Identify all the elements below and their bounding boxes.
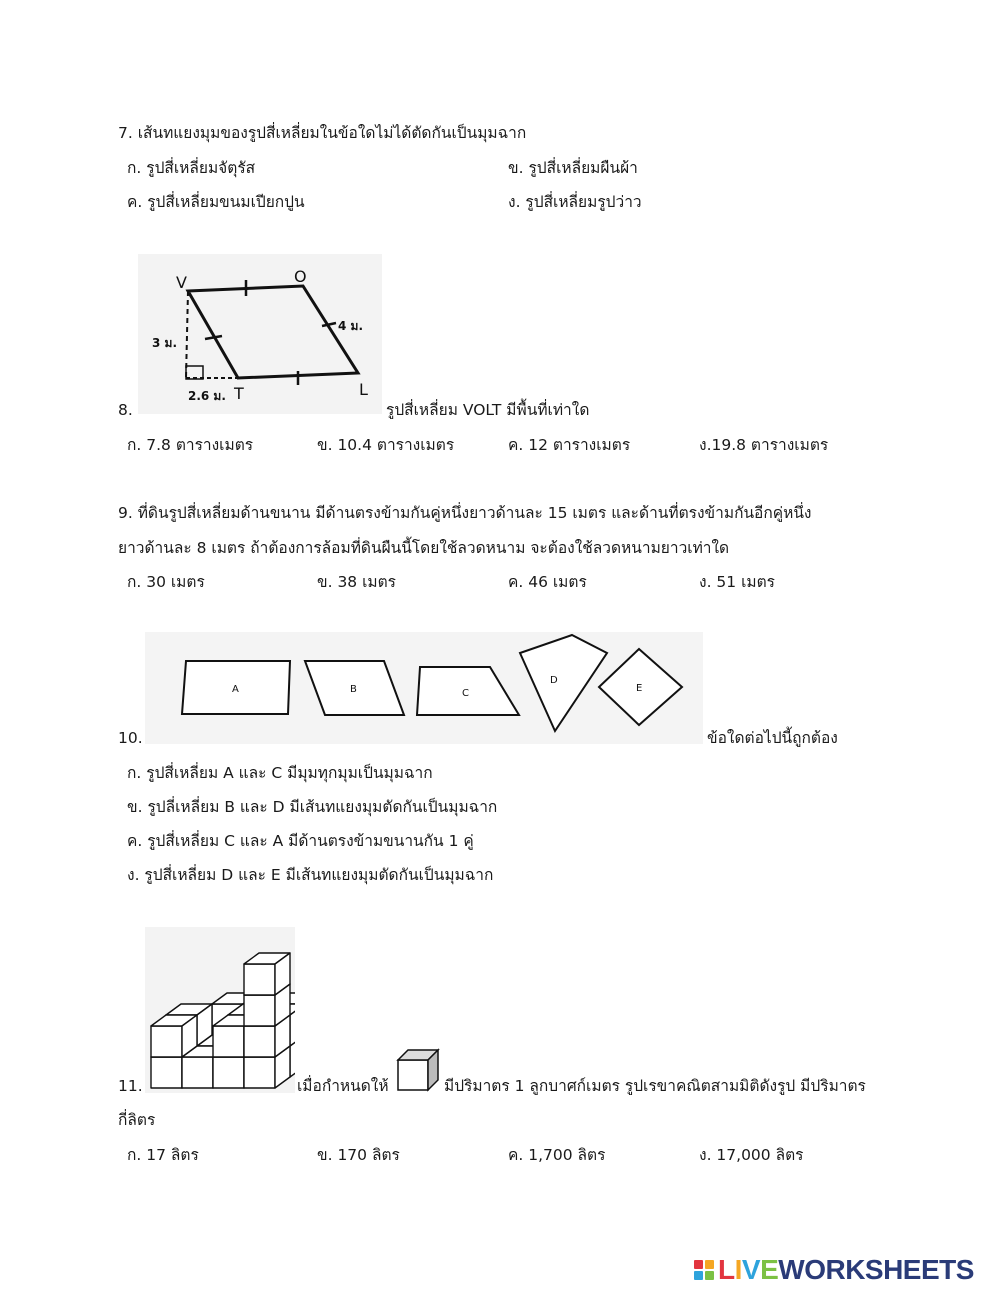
q10-question: ข้อใดต่อไปนี้ถูกต้อง: [707, 729, 838, 747]
q11-number: 11.: [118, 1077, 143, 1095]
cube-face: [182, 1057, 213, 1088]
shape-c-label: C: [462, 688, 469, 699]
logo-letter-i: I: [734, 1254, 742, 1285]
q8-choice-b[interactable]: ข. 10.4 ตารางเมตร: [317, 436, 455, 454]
q8-choice-c[interactable]: ค. 12 ตารางเมตร: [508, 436, 631, 454]
cube-face: [244, 1026, 275, 1057]
q7-choice-d[interactable]: ง. รูปสี่เหลี่ยมรูปว่าว: [508, 193, 642, 211]
logo-grid-cell-icon: [694, 1260, 703, 1269]
cube-face: [213, 1026, 244, 1057]
vertex-t-label: T: [234, 384, 244, 403]
q10-choice-d[interactable]: ง. รูปสี่เหลี่ยม D และ E มีเส้นทแยงมุมตัดกันเป็นมุมฉาก: [127, 866, 494, 884]
cube-face: [151, 1057, 182, 1088]
q9-choice-d[interactable]: ง. 51 เมตร: [699, 573, 775, 591]
shape-b-label: B: [350, 684, 357, 695]
cube-face: [151, 1026, 182, 1057]
q9-choice-b[interactable]: ข. 38 เมตร: [317, 573, 397, 591]
q10-shapes-figure: [145, 632, 703, 744]
height-label: 3 ม.: [152, 336, 177, 350]
q7-question: 7. เส้นทแยงมุมของรูปสี่เหลี่ยมในข้อใดไม่ได้ตัดกันเป็นมุมฉาก: [118, 124, 527, 142]
logo-grid-cell-icon: [705, 1271, 714, 1280]
q11-text-a: เมื่อกำหนดให้: [297, 1077, 389, 1095]
q7-choice-a[interactable]: ก. รูปสี่เหลี่ยมจัตุรัส: [127, 159, 256, 177]
q10-number: 10.: [118, 729, 143, 747]
logo-grid-icon: [694, 1260, 714, 1280]
cube-face: [244, 995, 275, 1026]
logo-grid-cell-icon: [705, 1260, 714, 1269]
q10-choice-a[interactable]: ก. รูปสี่เหลี่ยม A และ C มีมุมทุกมุมเป็นมุมฉาก: [127, 764, 433, 782]
q10-choice-b[interactable]: ข. รูปลี่เหลี่ยม B และ D มีเส้นทแยงมุมตัดกันเป็นมุมฉาก: [127, 798, 498, 816]
vertex-l-label: L: [359, 380, 368, 399]
shape-d-label: D: [550, 675, 558, 686]
q8-parallelogram-figure: [138, 254, 382, 414]
logo-letter-e: E: [760, 1254, 779, 1285]
q11-choice-b[interactable]: ข. 170 ลิตร: [317, 1146, 400, 1164]
q9-question-line2: ยาวด้านละ 8 เมตร ถ้าต้องการล้อมที่ดินผืนนี้โดยใช้ลวดหนาม จะต้องใช้ลวดหนามยาวเท่าใด: [118, 539, 730, 557]
liveworksheets-logo[interactable]: [694, 1255, 974, 1285]
q11-text-line2: กี่ลิตร: [118, 1111, 156, 1129]
q11-choice-d[interactable]: ง. 17,000 ลิตร: [699, 1146, 804, 1164]
q8-choice-d[interactable]: ง.19.8 ตารางเมตร: [699, 436, 829, 454]
vertex-v-label: V: [176, 273, 187, 292]
base-segment-label: 2.6 ม.: [188, 389, 226, 403]
q8-choice-a[interactable]: ก. 7.8 ตารางเมตร: [127, 436, 254, 454]
q7-choice-c[interactable]: ค. รูปสี่เหลี่ยมขนมเปียกปูน: [127, 193, 305, 211]
logo-wordmark-rest: WORKSHEETS: [778, 1254, 974, 1285]
cube-face: [213, 1057, 244, 1088]
logo-grid-cell-icon: [694, 1271, 703, 1280]
q8-number: 8.: [118, 401, 133, 419]
q9-question-line1: 9. ที่ดินรูปสี่เหลี่ยมด้านขนาน มีด้านตรงข้ามกันคู่หนึ่งยาวด้านละ 15 เมตร และด้านที่ตรงข้ามกันอีกคู่หนึ่ง: [118, 504, 812, 522]
logo-letter-v: V: [741, 1254, 761, 1285]
cube-face: [244, 1057, 275, 1088]
shape-a-label: A: [232, 684, 239, 695]
q10-choice-c[interactable]: ค. รูปสี่เหลี่ยม C และ A มีด้านตรงข้ามขนานกัน 1 คู่: [127, 832, 474, 850]
q9-choice-a[interactable]: ก. 30 เมตร: [127, 573, 205, 591]
side-length-label: 4 ม.: [338, 319, 363, 333]
logo-letter-l: L: [718, 1254, 735, 1285]
logo-wordmark: [718, 1254, 974, 1286]
q11-choice-c[interactable]: ค. 1,700 ลิตร: [508, 1146, 606, 1164]
q11-cube-stack-figure: [145, 927, 295, 1093]
shape-e-label: E: [636, 683, 643, 694]
cube-face: [244, 964, 275, 995]
vertex-o-label: O: [294, 267, 307, 286]
q8-question: รูปสี่เหลี่ยม VOLT มีพื้นที่เท่าใด: [386, 401, 590, 419]
unit-cube-icon: [396, 1048, 440, 1092]
q11-choice-a[interactable]: ก. 17 ลิตร: [127, 1146, 199, 1164]
q11-text-b: มีปริมาตร 1 ลูกบาศก์เมตร รูปเรขาคณิตสามมิติดังรูป มีปริมาตร: [444, 1077, 866, 1095]
q7-choice-b[interactable]: ข. รูปสี่เหลี่ยมผืนผ้า: [508, 159, 638, 177]
q9-choice-c[interactable]: ค. 46 เมตร: [508, 573, 587, 591]
